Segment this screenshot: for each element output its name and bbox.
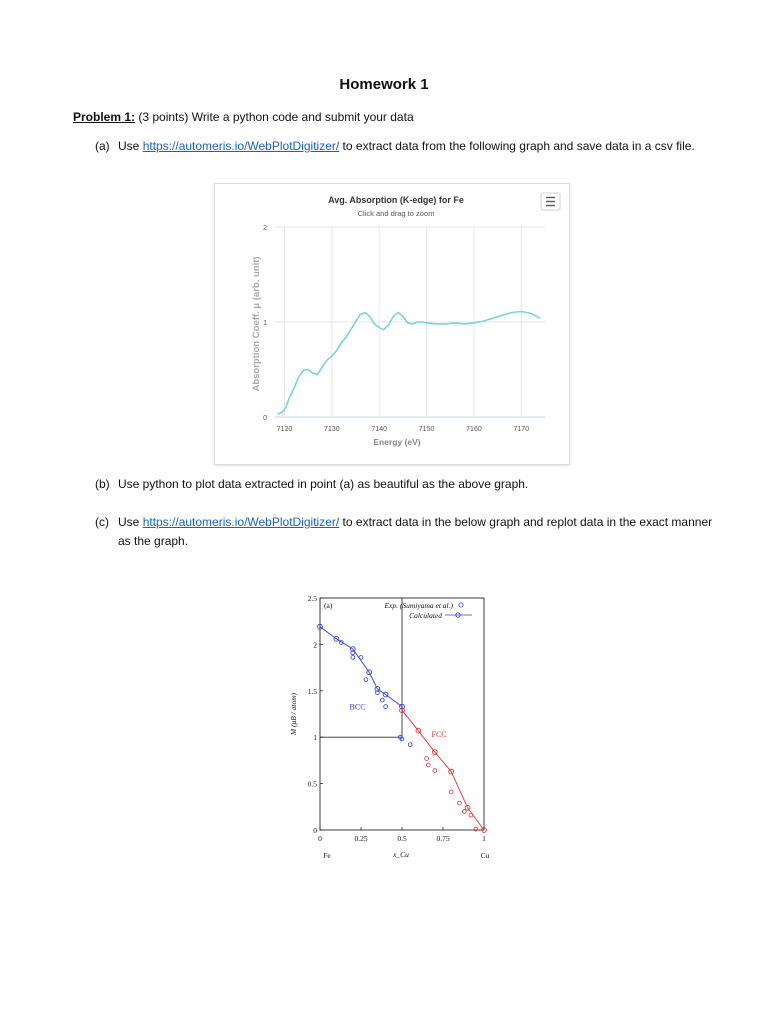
chart2-x-tick-label: 0.75 — [436, 834, 450, 843]
magnetization-chart — [285, 588, 495, 870]
legend-experimental-label: Exp. (Sumiyama et al.) — [384, 601, 453, 610]
item-c-marker: (c) — [95, 515, 109, 529]
fcc-region-label: FCC — [431, 730, 447, 740]
experimental-point — [359, 655, 363, 659]
chart2-x-axis-label: x_Cu — [393, 850, 409, 859]
calculated-line-segment — [336, 639, 352, 649]
legend-experimental-marker — [459, 603, 463, 607]
absorption-chart — [215, 184, 569, 464]
item-a-marker: (a) — [95, 139, 110, 153]
problem-text: (3 points) Write a python code and submit your data — [135, 110, 414, 124]
experimental-point — [433, 769, 437, 773]
calculated-line-segment — [468, 808, 484, 830]
panel-label: (a) — [324, 601, 333, 610]
absorption-chart-screenshot — [215, 184, 569, 464]
hamburger-menu-icon[interactable] — [541, 193, 560, 210]
chart2-x-tick-label: 0.25 — [354, 834, 368, 843]
chart1-x-tick-label: 7170 — [513, 426, 530, 433]
chart2-y-axis-label: M (μB / atom) — [289, 692, 298, 736]
experimental-point — [462, 810, 466, 814]
experimental-point — [469, 813, 473, 817]
magnetization-figure — [285, 588, 495, 870]
item-a-pre: Use — [118, 139, 143, 153]
chart1-x-tick-label: 7130 — [324, 426, 340, 433]
document-title: Homework 1 — [339, 76, 429, 93]
chart1-y-tick-label: 0 — [263, 415, 267, 422]
experimental-point — [380, 698, 384, 702]
item-c-text — [118, 513, 718, 551]
chart1-x-tick-label: 7140 — [371, 426, 387, 433]
experimental-point — [408, 743, 412, 747]
chart2-x-ticks — [318, 827, 486, 843]
chart2-x-tick-label: 0 — [318, 834, 322, 843]
chart1-y-ticks — [263, 225, 267, 422]
experimental-point — [425, 757, 429, 761]
chart1-title: Avg. Absorption (K-edge) for Fe — [328, 195, 464, 205]
x-axis-left-label-fe: Fe — [323, 851, 331, 860]
calculated-line-segment — [386, 695, 402, 707]
calculated-line-segment — [320, 627, 336, 639]
bcc-region-box — [320, 598, 402, 737]
chart2-y-tick-label: 2.5 — [307, 594, 317, 603]
item-b-marker: (b) — [95, 477, 110, 491]
chart2-y-tick-label: 0 — [313, 826, 317, 835]
experimental-point — [351, 655, 355, 659]
chart2-x-tick-label: 1 — [482, 834, 486, 843]
chart2-y-ticks — [308, 594, 323, 835]
chart1-subtitle: Click and drag to zoom — [357, 209, 435, 218]
chart1-x-ticks — [277, 426, 530, 433]
experimental-point — [458, 801, 462, 805]
legend-calculated-label: Calculated — [409, 611, 442, 620]
chart2-y-tick-label: 0.5 — [307, 779, 317, 789]
item-c-pre: Use — [118, 515, 143, 529]
experimental-series — [339, 641, 477, 831]
bcc-region-label: BCC — [349, 702, 366, 712]
problem-label: Problem 1: — [73, 110, 136, 124]
item-a-post: to extract data from the following graph and save data in a csv file. — [339, 139, 695, 153]
item-a-text — [118, 137, 718, 156]
experimental-point — [384, 705, 388, 709]
chart1-y-tick-label: 1 — [263, 320, 267, 327]
experimental-point — [449, 790, 453, 794]
chart1-series-line — [277, 312, 540, 415]
chart2-y-tick-label: 1 — [313, 733, 317, 743]
item-b-text: Use python to plot data extracted in point (a) as beautiful as the above graph. — [118, 477, 529, 491]
experimental-point — [474, 827, 478, 831]
calculated-line-segment — [353, 649, 369, 672]
item-c-post: to extract data in the below graph and replot data in the exact manner as the graph. — [118, 515, 713, 548]
chart1-y-tick-label: 2 — [263, 225, 267, 232]
webplotdigitizer-link-c[interactable]: https://automeris.io/WebPlotDigitizer/ — [142, 515, 340, 529]
calculated-line-segment — [435, 752, 451, 771]
chart1-x-tick-label: 7120 — [276, 426, 293, 433]
problem-heading — [73, 110, 414, 124]
chart1-x-axis-label: Energy (eV) — [373, 437, 421, 447]
legend-calculated-marker — [445, 613, 472, 617]
experimental-point — [426, 763, 430, 767]
chart2-y-tick-label: 1.5 — [307, 686, 317, 696]
chart1-x-tick-label: 7150 — [418, 426, 435, 433]
chart1-grid — [275, 227, 545, 417]
webplotdigitizer-link-a[interactable]: https://automeris.io/WebPlotDigitizer/ — [142, 139, 340, 153]
chart1-x-tick-label: 7160 — [466, 426, 482, 433]
chart2-y-tick-label: 2 — [313, 640, 317, 650]
chart2-x-tick-label: 0.5 — [397, 834, 407, 843]
calculated-line-segment — [451, 772, 467, 808]
experimental-point — [364, 678, 368, 682]
x-axis-right-label-cu: Cu — [480, 851, 490, 860]
calculated-point — [367, 670, 372, 675]
calculated-line-segment — [402, 710, 418, 730]
chart1-y-axis-label: Absorption Coeff. μ (arb. unit) — [251, 256, 262, 392]
